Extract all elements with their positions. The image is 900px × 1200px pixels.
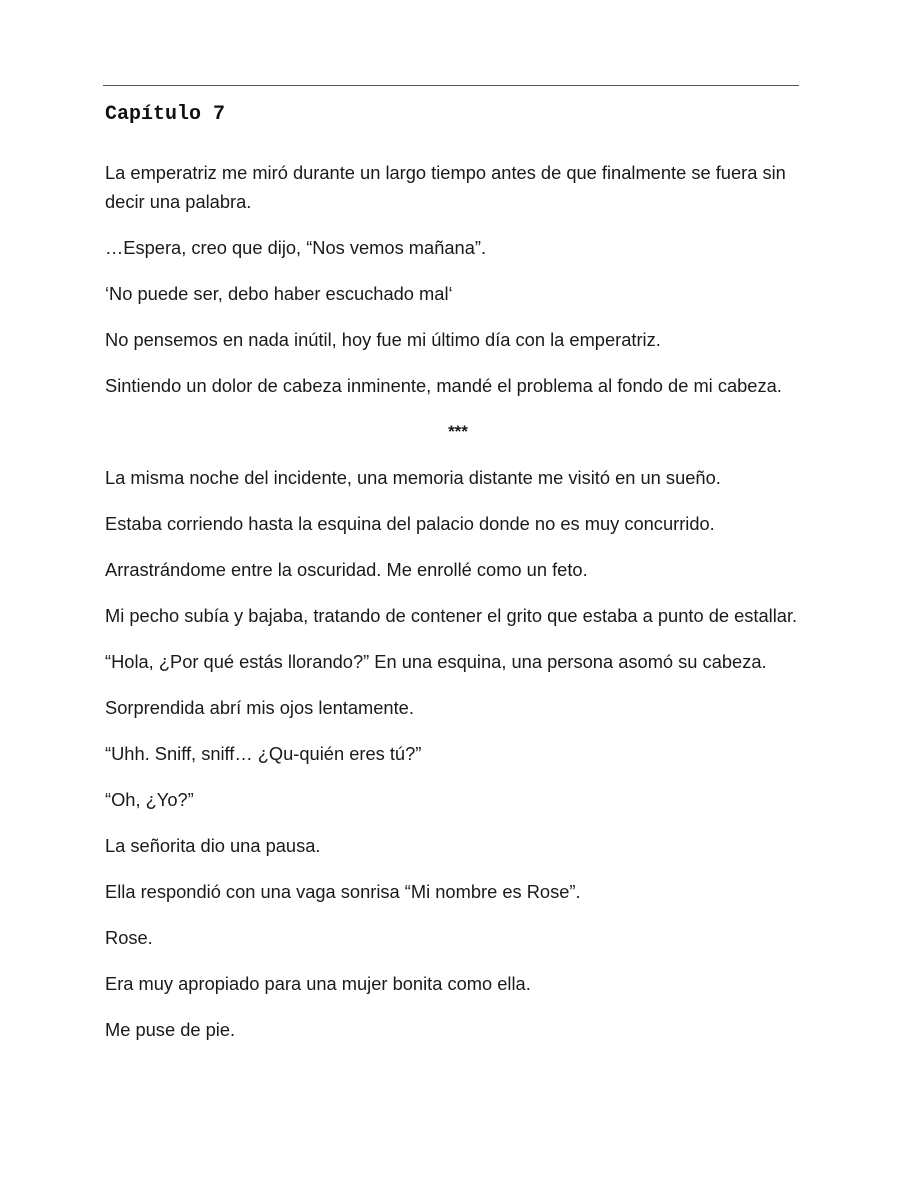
paragraph: “Oh, ¿Yo?” [105, 789, 194, 810]
paragraph: …Espera, creo que dijo, “Nos vemos mañana”. [105, 237, 487, 258]
paragraph: Sintiendo un dolor de cabeza inminente, mandé el problema al fondo de mi cabeza. [105, 375, 782, 396]
header-rule [103, 85, 799, 86]
paragraph: Arrastrándome entre la oscuridad. Me enrollé como un feto. [105, 559, 588, 580]
paragraph: La emperatriz me miró durante un largo tiempo antes de que finalmente se fuera sin decir una palabra. [105, 162, 786, 212]
paragraph: La señorita dio una pausa. [105, 835, 321, 856]
paragraph: “Uhh. Sniff, sniff… ¿Qu-quién eres tú?” [105, 743, 422, 764]
scene-separator: *** [448, 422, 468, 441]
paragraph: Sorprendida abrí mis ojos lentamente. [105, 697, 414, 718]
paragraph: Me puse de pie. [105, 1019, 236, 1040]
paragraph: “Hola, ¿Por qué estás llorando?” En una esquina, una persona asomó su cabeza. [105, 651, 767, 672]
paragraph: La misma noche del incidente, una memoria distante me visitó en un sueño. [105, 467, 721, 488]
chapter-title: Capítulo 7 [105, 103, 226, 126]
paragraph: ‘No puede ser, debo haber escuchado mal‘ [105, 283, 453, 304]
chapter-body [105, 158, 805, 1061]
paragraph: Ella respondió con una vaga sonrisa “Mi nombre es Rose”. [105, 881, 581, 902]
paragraph: Rose. [105, 927, 153, 948]
paragraph: Estaba corriendo hasta la esquina del palacio donde no es muy concurrido. [105, 513, 715, 534]
paragraph: No pensemos en nada inútil, hoy fue mi último día con la emperatriz. [105, 329, 661, 350]
paragraph: Era muy apropiado para una mujer bonita como ella. [105, 973, 531, 994]
paragraph: Mi pecho subía y bajaba, tratando de contener el grito que estaba a punto de estallar. [105, 605, 798, 626]
